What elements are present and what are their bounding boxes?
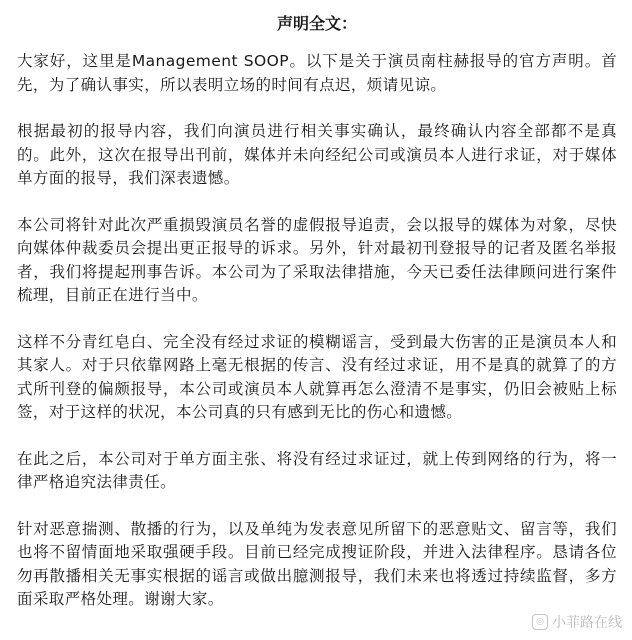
watermark-logo-icon: ◎	[532, 614, 548, 630]
watermark-text: 小菲路在线	[552, 615, 622, 631]
statement-paragraph-1: 大家好，这里是Management SOOP。以下是关于演员南柱赫报导的官方声明。首先，为了确认事实，所以表明立场的时间有点迟，烦请见谅。	[17, 52, 617, 94]
statement-paragraph-2: 根据最初的报导内容，我们向演员进行相关事实确认，最终确认内容全部都不是真的。此外，这次在报导出刊前，媒体并未向经纪公司或演员本人进行求证，对于媒体单方面的报导，我们深表遗憾。	[17, 122, 617, 187]
statement-paragraph-4: 这样不分青红皂白、完全没有经过求证的模糊谣言，受到最大伤害的正是演员本人和其家人。对于只依靠网路上毫无根据的传言、没有经过求证，用不是真的就算了的方式所刊登的偏颇报导，本公司或演员本人就算再怎么澄清不是事实，仍旧会被贴上标签，对于这样的状况，本公司真的只有感到无比的伤心和遗憾。	[17, 332, 617, 421]
watermark	[532, 612, 622, 632]
statement-title: 声明全文：	[276, 14, 357, 33]
statement-document	[17, 0, 617, 635]
statement-paragraph-3: 本公司将针对此次严重损毁演员名誉的虚假报导追责，会以报导的媒体为对象，尽快向媒体仲裁委员会提出更正报导的诉求。另外，针对最初刊登报导的记者及匿名举报者，我们将提起刑事告诉。本公司为了采取法律措施，今天已委任法律顾问进行案件梳理，目前正在进行当中。	[17, 215, 617, 304]
statement-paragraph-6: 针对恶意揣测、散播的行为，以及单纯为发表意见所留下的恶意贴文、留言等，我们也将不留情面地采取强硬手段。目前已经完成搜证阶段，并进入法律程序。恳请各位勿再散播相关无事实根据的谣言或做出臆测报导，我们未来也将透过持续监督，多方面采取严格处理。谢谢大家。	[17, 519, 617, 608]
statement-paragraph-5: 在此之后，本公司对于单方面主张、将没有经过求证过，就上传到网络的行为，将一律严格追究法律责任。	[17, 449, 617, 491]
